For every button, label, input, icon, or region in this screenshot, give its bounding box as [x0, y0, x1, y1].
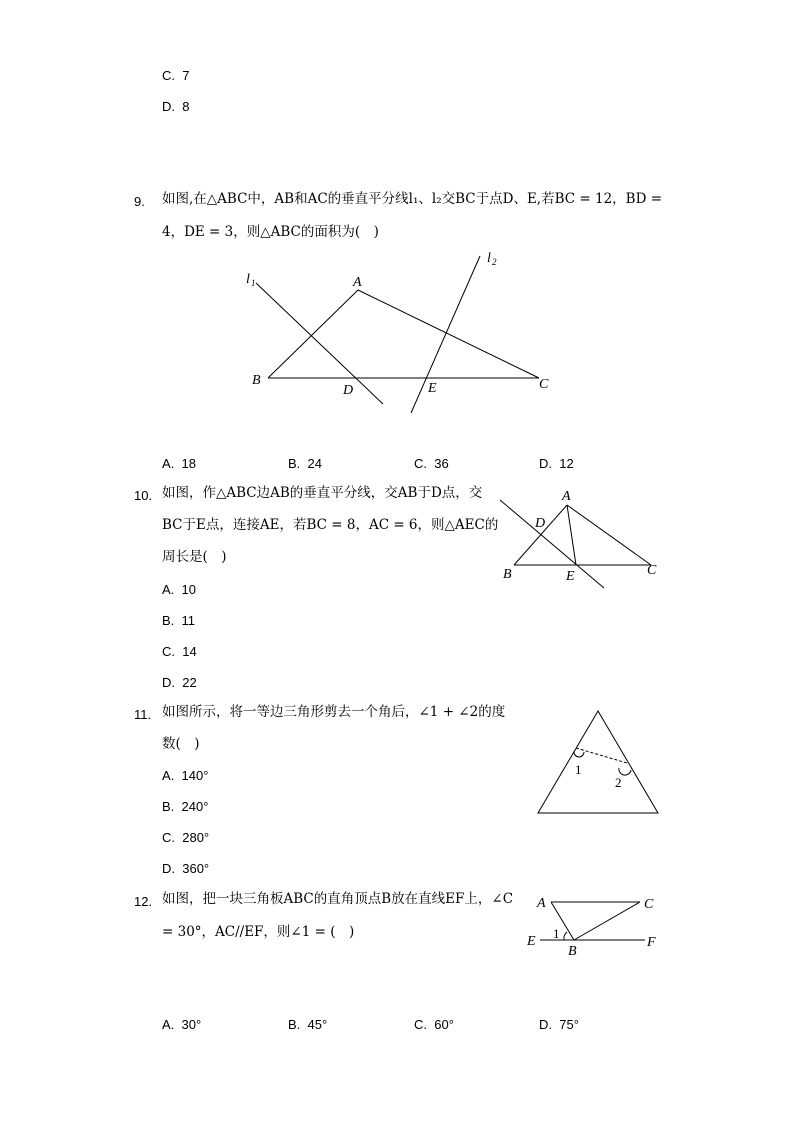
q12-text-line2: = 30°，AC//EF，则∠1 = ( ) — [162, 924, 355, 940]
q10-label-b: B — [503, 567, 512, 582]
q11-text-line1: 如图所示，将一等边三角形剪去一个角后，∠1 + ∠2的度 — [162, 704, 506, 720]
q11-label-2: 2 — [615, 775, 622, 790]
q9-text-line2: 4，DE = 3，则△ABC的面积为( ) — [162, 224, 379, 240]
q12-text-line1: 如图，把一块三角板ABC的直角顶点B放在直线EF上，∠C — [162, 891, 514, 907]
q9-label-d: D — [343, 383, 354, 398]
q11-number: 11. — [134, 707, 152, 722]
q12-segment-bc — [574, 902, 640, 940]
q9-label-a: A — [353, 275, 362, 290]
q12-option-d[interactable]: D. 75° — [539, 1017, 579, 1032]
q12-label-1: 1 — [553, 926, 560, 941]
q9-label-e: E — [428, 381, 437, 396]
q9-label-l2-sub: 2 — [492, 257, 497, 267]
q10-label-d: D — [535, 516, 546, 531]
q10-option-c[interactable]: C. 14 — [162, 644, 197, 659]
q9-label-c: C — [539, 377, 549, 392]
q10-text-line3: 周长是( ) — [162, 549, 227, 565]
q11-option-a[interactable]: A. 140° — [162, 768, 209, 783]
q10-text-line2: BC于E点，连接AE，若BC = 8，AC = 6，则△AEC的 — [162, 517, 499, 533]
q10-text-line1: 如图，作△ABC边AB的垂直平分线，交AB于D点，交 — [162, 485, 483, 501]
q12-angle1-arc — [564, 932, 567, 940]
q9-option-a[interactable]: A. 18 — [162, 456, 196, 471]
q11-option-d[interactable]: D. 360° — [162, 861, 210, 876]
q10-label-e: E — [566, 569, 575, 584]
q10-option-b[interactable]: B. 11 — [162, 613, 196, 628]
q9-number: 9. — [134, 194, 145, 209]
q12-option-b[interactable]: B. 45° — [288, 1017, 328, 1032]
q10-label-c: C — [647, 563, 657, 578]
q12-option-a[interactable]: A. 30° — [162, 1017, 202, 1032]
q9-label-b: B — [252, 373, 261, 388]
prev-option-c: C. 7 — [162, 68, 190, 83]
q11-label-1: 1 — [575, 762, 582, 777]
q12-label-a: A — [537, 896, 546, 911]
q12-option-c[interactable]: C. 60° — [414, 1017, 454, 1032]
q12-label-e: E — [527, 934, 536, 949]
q9-label-l1: l — [246, 272, 250, 287]
q10-number: 10. — [134, 488, 153, 503]
q9-option-c[interactable]: C. 36 — [414, 456, 449, 471]
q12-label-f: F — [647, 935, 656, 950]
prev-option-d: D. 8 — [162, 99, 190, 114]
q11-text-line2: 数( ) — [162, 736, 200, 752]
q11-option-b[interactable]: B. 240° — [162, 799, 209, 814]
q12-label-b: B — [568, 944, 577, 959]
q10-option-a[interactable]: A. 10 — [162, 582, 196, 597]
q10-label-a: A — [562, 489, 571, 504]
q9-text-line1: 如图,在△ABC中，AB和AC的垂直平分线l₁、l₂交BC于点D、E,若BC = 12，BD = — [162, 191, 663, 207]
q11-option-c[interactable]: C. 280° — [162, 830, 210, 845]
q9-label-l2: l — [487, 251, 491, 266]
q9-label-l1-sub: 1 — [251, 278, 256, 288]
q12-label-c: C — [644, 897, 654, 912]
q12-number: 12. — [134, 894, 153, 909]
q10-option-d[interactable]: D. 22 — [162, 675, 197, 690]
q9-option-d[interactable]: D. 12 — [539, 456, 574, 471]
q9-option-b[interactable]: B. 24 — [288, 456, 322, 471]
